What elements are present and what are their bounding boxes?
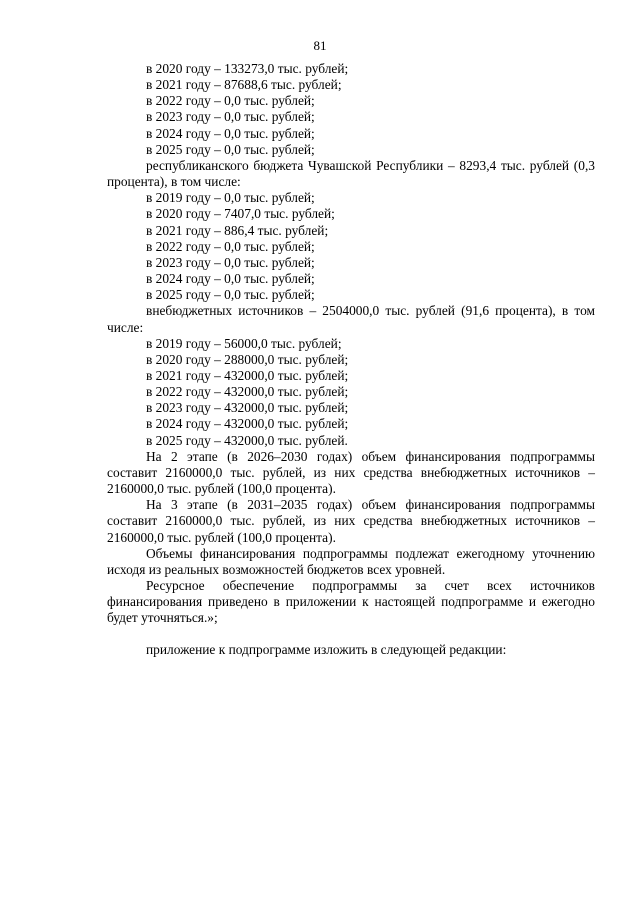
stage-2-paragraph: На 2 этапе (в 2026–2030 годах) объем финансирования подпрограммы составит 2160000,0 тыс. рублей, из них средства внебюджетных источников – 2160000,0 тыс. рублей (100,0 процента). [107, 448, 595, 497]
funding-line: в 2020 году – 133273,0 тыс. рублей; [146, 61, 349, 76]
paragraph-gap [107, 626, 595, 642]
funding-line: в 2024 году – 432000,0 тыс. рублей; [146, 416, 349, 432]
resource-provision-paragraph: Ресурсное обеспечение подпрограммы за счет всех источников финансирования приведено в приложении к настоящей подпрограмме и ежегодно будет уточняться.»; [107, 578, 595, 626]
funding-line: в 2024 году – 0,0 тыс. рублей; [146, 271, 315, 287]
funding-line: в 2021 году – 87688,6 тыс. рублей; [146, 77, 342, 93]
funding-line: в 2020 году – 7407,0 тыс. рублей; [146, 206, 335, 222]
appendix-paragraph: приложение к подпрограмме изложить в следующей редакции: [146, 642, 507, 658]
funding-volumes-paragraph: Объемы финансирования подпрограммы подлежат ежегодному уточнению исходя из реальных возможностей бюджетов всех уровней. [107, 545, 595, 577]
funding-line: в 2022 году – 0,0 тыс. рублей; [146, 93, 315, 109]
funding-line: в 2020 году – 288000,0 тыс. рублей; [146, 351, 349, 367]
extrabudgetary-paragraph: внебюджетных источников – 2504000,0 тыс. рублей (91,6 процента), в том числе: [107, 303, 595, 335]
funding-line: в 2025 году – 432000,0 тыс. рублей. [146, 432, 348, 448]
funding-line: в 2024 году – 0,0 тыс. рублей; [146, 125, 315, 141]
funding-line: в 2019 году – 56000,0 тыс. рублей; [146, 335, 342, 351]
funding-line: в 2025 году – 0,0 тыс. рублей; [146, 287, 315, 303]
funding-line: в 2025 году – 0,0 тыс. рублей; [146, 141, 315, 157]
document-body [107, 61, 595, 659]
page-number: 81 [313, 38, 327, 53]
funding-line: в 2023 году – 0,0 тыс. рублей; [146, 254, 315, 270]
funding-line: в 2022 году – 0,0 тыс. рублей; [146, 238, 315, 254]
funding-line: в 2021 году – 886,4 тыс. рублей; [146, 222, 329, 238]
funding-line: в 2023 году – 432000,0 тыс. рублей; [146, 400, 349, 416]
funding-line: в 2021 году – 432000,0 тыс. рублей; [146, 367, 349, 383]
republic-budget-paragraph: республиканского бюджета Чувашской Республики – 8293,4 тыс. рублей (0,3 процента), в том числе: [107, 157, 595, 190]
funding-line: в 2019 году – 0,0 тыс. рублей; [146, 190, 315, 206]
stage-3-paragraph: На 3 этапе (в 2031–2035 годах) объем финансирования подпрограммы составит 2160000,0 тыс. рублей, из них средства внебюджетных источников – 2160000,0 тыс. рублей (100,0 процента). [107, 497, 595, 545]
funding-line: в 2023 году – 0,0 тыс. рублей; [146, 109, 315, 125]
funding-line: в 2022 году – 432000,0 тыс. рублей; [146, 384, 349, 400]
